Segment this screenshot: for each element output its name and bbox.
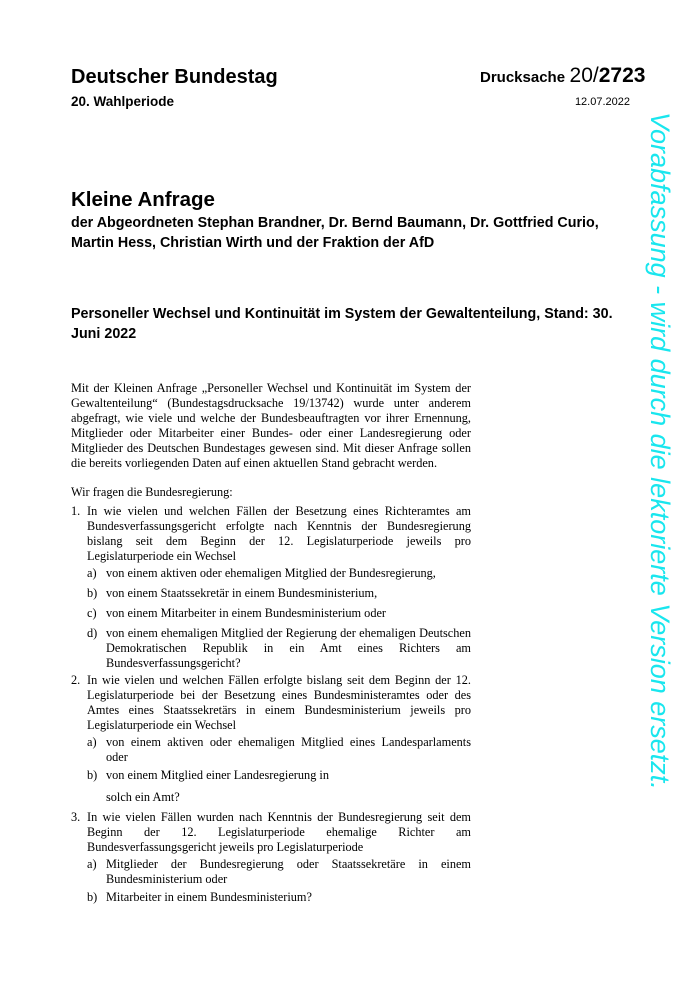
electoral-period: 20. Wahlperiode <box>71 94 175 109</box>
question-1a-number: a) <box>87 566 97 580</box>
question-1d-text: von einem ehemaligen Mitglied der Regierung der ehemaligen Deutschen Demokratischen Republik in ein Amt eines Richters am Bundesverfassungsgericht? <box>106 626 471 670</box>
parliament-name: Deutscher Bundestag <box>71 66 278 88</box>
question-intro: Wir fragen die Bundesregierung: <box>71 485 233 499</box>
question-3-number: 3. <box>71 810 81 824</box>
question-2b-text: von einem Mitglied einer Landesregierung in <box>106 768 329 782</box>
question-1a-text: von einem aktiven oder ehemaligen Mitglied der Bundesregierung, <box>106 566 436 580</box>
question-1c-text: von einem Mitarbeiter in einem Bundesministerium oder <box>106 606 387 620</box>
question-3b-text: Mitarbeiter in einem Bundesministerium? <box>106 890 312 904</box>
drucksache-number <box>480 64 646 88</box>
question-3a-text: Mitglieder der Bundesregierung oder Staatssekretäre in einem Bundesministerium oder <box>106 857 471 886</box>
question-2-text: In wie vielen und welchen Fällen erfolgte bislang seit dem Beginn der 12. Legislaturperiode bei der Besetzung eines Bundesministeramtes oder des Amtes eines Staatssekretärs in einem Bundesministerium jeweils pro Legislaturperiode ein Wechsel <box>87 673 471 732</box>
question-2-number: 2. <box>71 673 81 687</box>
document-title: Personeller Wechsel und Kontinuität im System der Gewaltenteilung, Stand: 30. Juni 2022 <box>71 306 613 342</box>
question-1c-number: c) <box>87 606 97 620</box>
drucksache-id: 2723 <box>598 64 646 87</box>
document-date: 12.07.2022 <box>574 96 630 108</box>
question-2a-text: von einem aktiven oder ehemaligen Mitglied eines Landesparlaments oder <box>106 735 471 764</box>
question-3-text: In wie vielen Fällen wurden nach Kenntnis der Bundesregierung seit dem Beginn der 12. Legislaturperiode ehemalige Richter am Bundesverfassungsgericht jeweils pro Legislaturperiode <box>87 810 471 854</box>
question-2-tail: solch ein Amt? <box>106 790 180 804</box>
document-authors: der Abgeordneten Stephan Brandner, Dr. Bernd Baumann, Dr. Gottfried Curio, Martin Hess, Christian Wirth und der Fraktion der AfD <box>71 215 599 251</box>
question-1-text: In wie vielen und welchen Fällen der Besetzung eines Richteramtes am Bundesverfassungsgericht erfolgte nach Kenntnis der Bundesregierung bislang seit dem Beginn der 12. Legislaturperiode jeweils pro Legislaturperiode ein Wechsel <box>87 504 471 563</box>
drucksache-prefix: 20/ <box>569 64 599 87</box>
question-2b-number: b) <box>87 768 98 782</box>
question-1-number: 1. <box>71 504 81 518</box>
question-1b-text: von einem Staatssekretär in einem Bundesministerium, <box>106 586 378 600</box>
intro-paragraph: Mit der Kleinen Anfrage „Personeller Wechsel und Kontinuität im System der Gewaltenteilung“ (Bundestagsdrucksache 19/13742) wurde unter anderem abgefragt, wie viele und welche der Bundesbeauftragten vor ihrer Ernennung, Mitglieder oder Mitarbeiter einer Bundes- oder einer Landesregierung oder Mitglieder des Deutschen Bundestages gewesen sind. Mit dieser Anfrage sollen die bereits vorliegenden Daten auf einen aktuellen Stand gebracht werden. <box>71 381 471 470</box>
question-3b-number: b) <box>87 890 98 904</box>
question-3a-number: a) <box>87 857 97 871</box>
preliminary-version-watermark: Vorabfassung - wird durch die lektorierte Version ersetzt. <box>645 112 675 790</box>
document-kind: Kleine Anfrage <box>71 188 215 211</box>
question-1b-number: b) <box>87 586 98 600</box>
question-2a-number: a) <box>87 735 97 749</box>
drucksache-label: Drucksache <box>480 69 566 86</box>
question-1d-number: d) <box>87 626 98 640</box>
